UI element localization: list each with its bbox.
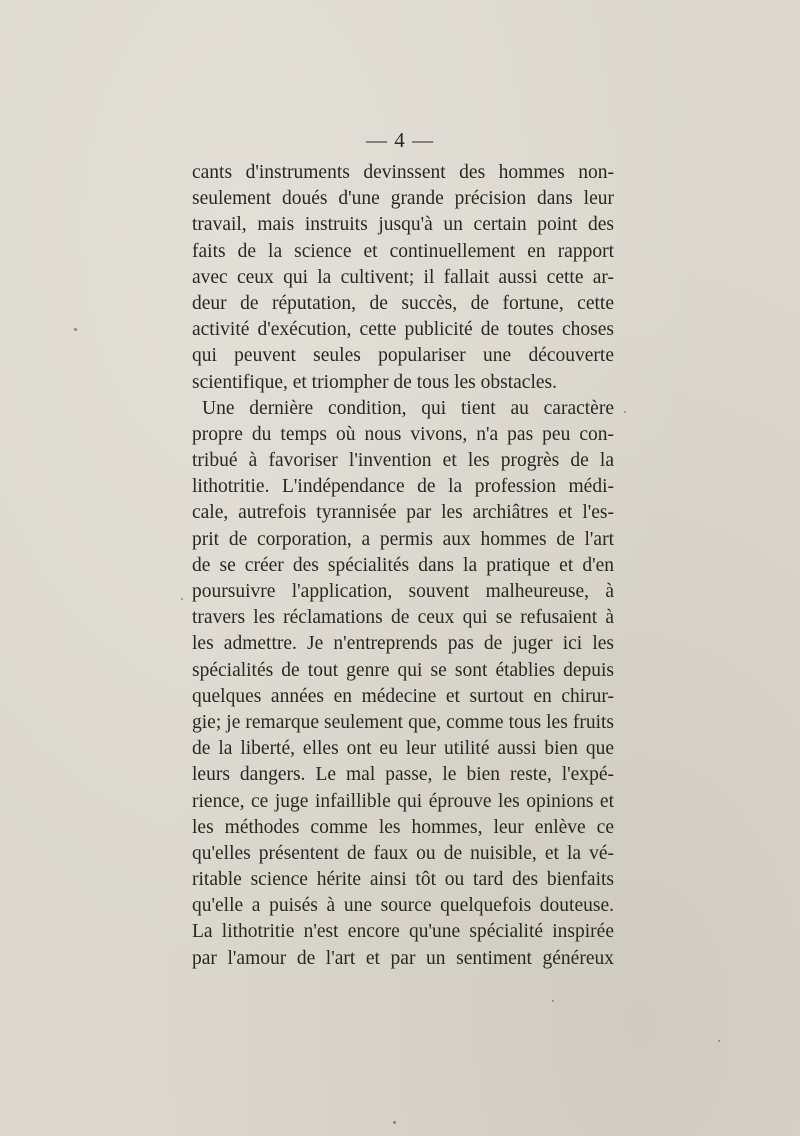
text-line: les admettre. Je n'entreprends pas de juger ici les (192, 633, 614, 655)
text-line: scientifique, et triompher de tous les obstacles. (192, 371, 557, 393)
text-line: avec ceux qui la cultivent; il fallait aussi cette ar- (192, 266, 614, 288)
text-line: spécialités de tout genre qui se sont établies depuis (192, 659, 614, 681)
text-line: qu'elle a puisés à une source quelquefois douteuse. (192, 895, 614, 917)
text-line: La lithotritie n'est encore qu'une spécialité inspirée (192, 921, 614, 943)
text-line: propre du temps où nous vivons, n'a pas peu con- (192, 423, 614, 445)
text-line: ritable science hérite ainsi tôt ou tard des bienfaits (192, 869, 614, 891)
text-line: seulement doués d'une grande précision dans leur (192, 188, 614, 210)
paper-speck (74, 328, 77, 331)
text-line: cants d'instruments devinssent des hommes non- (192, 162, 614, 183)
text-line: tribué à favoriser l'invention et les progrès de la (192, 450, 614, 472)
text-line: activité d'exécution, cette publicité de toutes choses (192, 319, 614, 341)
text-line: Une dernière condition, qui tient au caractère (202, 397, 614, 419)
text-line: deur de réputation, de succès, de fortune, cette (192, 292, 614, 314)
text-line: travers les réclamations de ceux qui se refusaient à (192, 607, 614, 629)
text-line: cale, autrefois tyrannisée par les archiâtres et l'es- (192, 502, 614, 524)
paper-speck (181, 598, 183, 600)
text-line: les méthodes comme les hommes, leur enlève ce (192, 816, 614, 838)
body-text (192, 160, 614, 972)
text-line: prit de corporation, a permis aux hommes de l'art (192, 528, 614, 550)
text-line: leurs dangers. Le mal passe, le bien reste, l'expé- (192, 764, 614, 786)
text-line: de la liberté, elles ont eu leur utilité aussi bien que (192, 738, 614, 760)
text-line: gie; je remarque seulement que, comme tous les fruits (192, 711, 614, 733)
text-line: rience, ce juge infaillible qui éprouve les opinions et (192, 790, 614, 812)
text-line: poursuivre l'application, souvent malheureuse, à (192, 581, 614, 602)
paper-speck (393, 1121, 396, 1124)
page-number: — 4 — (366, 128, 434, 152)
text-line: par l'amour de l'art et par un sentiment généreux (192, 947, 614, 969)
text-line: quelques années en médecine et surtout en chirur- (192, 685, 614, 707)
paper-speck (624, 411, 626, 413)
text-line: faits de la science et continuellement en rapport (192, 240, 614, 262)
text-line: lithotritie. L'indépendance de la profession médi- (192, 476, 614, 498)
text-line: de se créer des spécialités dans la pratique et d'en (192, 554, 614, 576)
text-line: travail, mais instruits jusqu'à un certain point des (192, 214, 614, 236)
paper-speck (552, 1000, 554, 1002)
text-line: qui peuvent seules populariser une découverte (192, 345, 614, 367)
paper-speck (718, 1040, 720, 1042)
text-line: qu'elles présentent de faux ou de nuisible, et la vé- (192, 842, 614, 864)
